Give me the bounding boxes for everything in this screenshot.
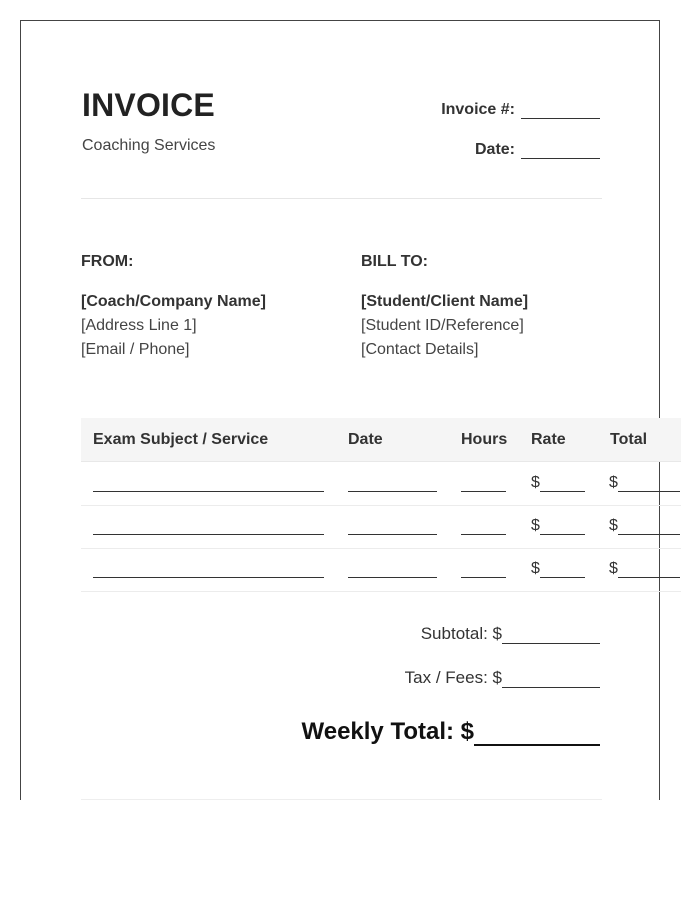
weekly-total-label: Weekly Total: $ bbox=[301, 718, 474, 745]
rate-currency: $ bbox=[531, 517, 540, 534]
col-header-rate: Rate bbox=[531, 431, 566, 448]
service-blank[interactable] bbox=[93, 490, 324, 492]
total-field[interactable] bbox=[609, 560, 680, 578]
table-row bbox=[81, 505, 681, 549]
invoice-number-label: Invoice #: bbox=[441, 101, 515, 118]
invoice-title: INVOICE bbox=[82, 87, 215, 123]
total-currency: $ bbox=[609, 560, 618, 577]
col-header-service: Exam Subject / Service bbox=[93, 431, 269, 448]
date-blank[interactable] bbox=[348, 490, 437, 492]
tax-label: Tax / Fees: $ bbox=[404, 668, 502, 687]
invoice-date-field[interactable] bbox=[475, 141, 600, 159]
service-blank[interactable] bbox=[93, 576, 324, 578]
rate-field[interactable] bbox=[531, 474, 585, 492]
invoice-date-label: Date: bbox=[474, 141, 515, 158]
rate-blank[interactable] bbox=[540, 477, 585, 492]
bill-to-reference: [Student ID/Reference] bbox=[361, 317, 524, 334]
total-field[interactable] bbox=[609, 517, 680, 535]
hours-blank[interactable] bbox=[461, 490, 506, 492]
subtotal-field[interactable] bbox=[421, 624, 600, 644]
col-header-hours: Hours bbox=[461, 431, 508, 448]
rate-blank[interactable] bbox=[540, 520, 585, 535]
bill-to-contact: [Contact Details] bbox=[361, 341, 479, 358]
total-blank[interactable] bbox=[618, 520, 680, 535]
col-header-date: Date bbox=[348, 431, 383, 448]
rate-blank[interactable] bbox=[540, 563, 585, 578]
from-address: [Address Line 1] bbox=[81, 317, 197, 334]
footer-divider bbox=[81, 799, 602, 800]
weekly-total-blank[interactable] bbox=[474, 724, 600, 746]
date-blank[interactable] bbox=[348, 576, 437, 578]
total-field[interactable] bbox=[609, 474, 680, 492]
bill-to-name: [Student/Client Name] bbox=[361, 293, 529, 310]
total-blank[interactable] bbox=[618, 477, 680, 492]
total-blank[interactable] bbox=[618, 563, 680, 578]
weekly-total-field[interactable] bbox=[302, 718, 601, 746]
header-divider bbox=[81, 198, 602, 199]
subtotal-label: Subtotal: $ bbox=[420, 624, 502, 643]
from-name: [Coach/Company Name] bbox=[81, 293, 266, 310]
rate-field[interactable] bbox=[531, 517, 585, 535]
col-header-total: Total bbox=[610, 431, 648, 448]
invoice-sheet bbox=[20, 20, 660, 800]
table-row bbox=[81, 548, 681, 592]
hours-blank[interactable] bbox=[461, 576, 506, 578]
invoice-date-blank[interactable] bbox=[521, 144, 600, 159]
invoice-subtitle: Coaching Services bbox=[82, 137, 216, 154]
service-blank[interactable] bbox=[93, 533, 324, 535]
total-currency: $ bbox=[609, 474, 618, 491]
hours-blank[interactable] bbox=[461, 533, 506, 535]
invoice-number-field[interactable] bbox=[441, 101, 600, 119]
date-blank[interactable] bbox=[348, 533, 437, 535]
tax-blank[interactable] bbox=[502, 673, 600, 688]
bill-to-heading: BILL TO: bbox=[361, 253, 428, 270]
from-heading: FROM: bbox=[81, 253, 134, 270]
rate-currency: $ bbox=[531, 560, 540, 577]
line-items-header bbox=[81, 418, 681, 462]
rate-field[interactable] bbox=[531, 560, 585, 578]
table-row bbox=[81, 462, 681, 506]
tax-field[interactable] bbox=[405, 668, 600, 688]
rate-currency: $ bbox=[531, 474, 540, 491]
invoice-number-blank[interactable] bbox=[521, 104, 600, 119]
total-currency: $ bbox=[609, 517, 618, 534]
from-contact: [Email / Phone] bbox=[81, 341, 190, 358]
subtotal-blank[interactable] bbox=[502, 629, 600, 644]
